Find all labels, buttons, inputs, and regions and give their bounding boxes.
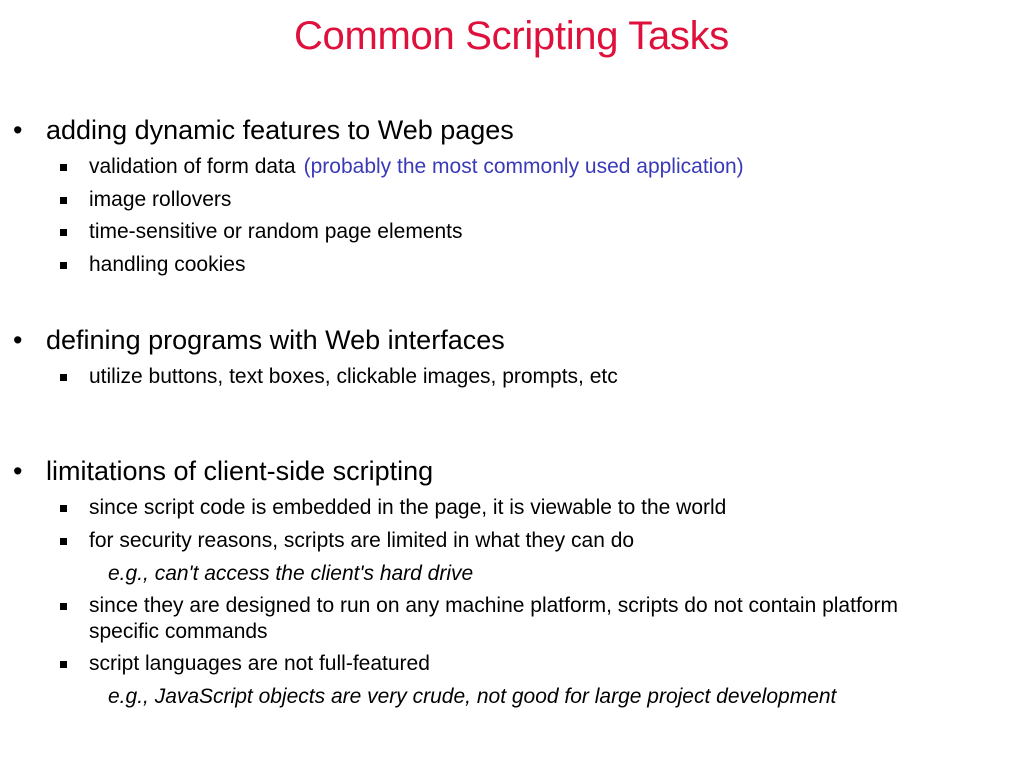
section-heading-text: defining programs with Web interfaces [46,325,505,355]
round-bullet-icon: • [13,325,23,355]
section-heading-text: limitations of client-side scripting [46,456,434,486]
round-bullet-icon: • [13,456,23,486]
list-item-text: handling cookies [89,253,246,276]
list-item-cookies [60,252,245,278]
list-item-not-full-featured [60,651,430,677]
example-note-javascript-objects: e.g., JavaScript objects are very crude, not good for large project development [108,685,837,708]
square-bullet-icon [60,374,67,381]
square-bullet-icon [60,603,67,610]
list-item-text: since script code is embedded in the page, it is viewable to the world [89,496,727,519]
square-bullet-icon [60,197,67,204]
list-item-text: validation of form data [89,155,296,178]
list-item-image-rollovers [60,187,231,213]
square-bullet-icon [60,661,67,668]
square-bullet-icon [60,164,67,171]
round-bullet-icon: • [13,115,23,145]
example-note-hard-drive: e.g., can't access the client's hard drive [108,562,474,585]
list-item-security-limits [60,528,634,554]
list-item-text: time-sensitive or random page elements [89,220,463,243]
accent-note: (probably the most commonly used application) [303,155,744,178]
square-bullet-icon [60,229,67,236]
list-item-form-validation [60,154,744,180]
list-item-text: since they are designed to run on any machine platform, scripts do not contain platform specific commands [89,594,898,643]
square-bullet-icon [60,505,67,512]
list-item-text: script languages are not full-featured [89,652,430,675]
list-item-viewable-code [60,495,726,521]
list-item-text: utilize buttons, text boxes, clickable images, prompts, etc [89,365,618,388]
list-item-time-sensitive [60,219,463,245]
list-item-utilize-controls [60,364,618,390]
square-bullet-icon [60,262,67,269]
section-heading-limitations [13,455,433,487]
list-item-text: image rollovers [89,188,232,211]
section-heading-dynamic-features [13,114,514,146]
section-heading-text: adding dynamic features to Web pages [46,115,514,145]
section-heading-web-interfaces [13,324,505,356]
square-bullet-icon [60,538,67,545]
list-item-platform-independence [60,593,959,645]
slide-title: Common Scripting Tasks [293,14,730,58]
list-item-text: for security reasons, scripts are limited in what they can do [89,529,635,552]
